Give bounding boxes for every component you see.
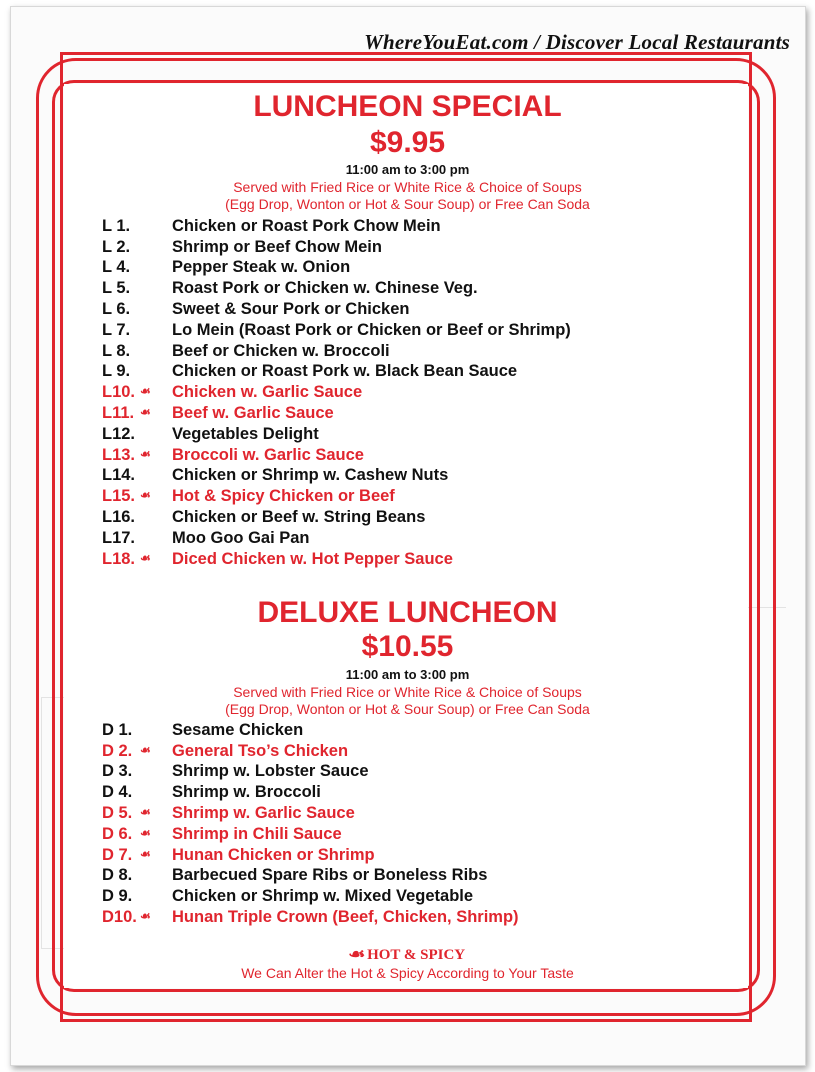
menu-item-name: Moo Goo Gai Pan (172, 528, 310, 547)
menu-item (102, 320, 571, 341)
menu-item-code: D 7. ☙ (102, 845, 151, 864)
menu-item-name: Barbecued Spare Ribs or Boneless Ribs (172, 866, 488, 885)
menu-item (102, 445, 571, 466)
menu-item-name: Roast Pork or Chicken w. Chinese Veg. (172, 279, 478, 298)
luncheon-special-hours: 11:00 am to 3:00 pm (345, 162, 470, 177)
menu-item (102, 824, 519, 845)
menu-item-code: D 6. ☙ (102, 824, 151, 843)
watermark-text: WhereYouEat.com / Discover Local Restaurants (364, 30, 790, 54)
deluxe-luncheon-price: $10.55 (361, 630, 454, 663)
menu-item-code: D 8. (102, 866, 133, 885)
menu-item-name: Chicken w. Garlic Sauce (172, 383, 363, 402)
deluxe-luncheon-hours: 11:00 am to 3:00 pm (345, 667, 470, 682)
menu-item (102, 258, 571, 279)
luncheon-special-served-line-2: (Egg Drop, Wonton or Hot & Sour Soup) or Free Can Soda (225, 196, 590, 212)
menu-item-code: L12. (102, 424, 136, 443)
menu-item (102, 237, 571, 258)
hot-spicy-note: We Can Alter the Hot & Spicy According to Your Taste (241, 965, 574, 981)
menu-item (102, 803, 519, 824)
menu-item-code: L17. (102, 528, 136, 547)
menu-item-name: Chicken or Roast Pork w. Black Bean Sauce (172, 362, 518, 381)
hot-pepper-icon: ☙ (140, 846, 151, 861)
menu-item (102, 341, 571, 362)
menu-item (102, 528, 571, 549)
luncheon-special-title: LUNCHEON SPECIAL (253, 90, 562, 123)
hot-pepper-icon: ☙ (140, 742, 151, 757)
hot-pepper-icon: ☙ (140, 384, 151, 399)
luncheon-special-items (102, 216, 571, 570)
menu-item (102, 299, 571, 320)
menu-item-name: General Tso’s Chicken (172, 741, 349, 760)
menu-item-name: Shrimp w. Lobster Sauce (172, 762, 369, 781)
menu-item-code: D 9. (102, 887, 133, 906)
menu-item (102, 549, 571, 570)
menu-item (102, 720, 519, 741)
hot-pepper-icon: ☙ (140, 488, 151, 503)
menu-item-name: Chicken or Beef w. String Beans (172, 508, 426, 527)
hot-pepper-icon: ☙ (140, 405, 151, 420)
menu-item-name: Chicken or Shrimp w. Mixed Vegetable (172, 887, 474, 906)
menu-item-name: Beef or Chicken w. Broccoli (172, 341, 390, 360)
menu-item-code: L 2. (102, 237, 131, 256)
menu-item-code: L 4. (102, 258, 131, 277)
hot-pepper-icon: ☙ (140, 909, 151, 924)
hot-pepper-icon: ☙ (140, 805, 151, 820)
menu-item-name: Vegetables Delight (172, 424, 319, 443)
menu-item-name: Chicken or Shrimp w. Cashew Nuts (172, 466, 449, 485)
luncheon-special-price: $9.95 (369, 126, 446, 159)
menu-item (102, 782, 519, 803)
deluxe-luncheon-title: DELUXE LUNCHEON (257, 596, 558, 629)
menu-item-code: L14. (102, 466, 136, 485)
menu-item (102, 486, 571, 507)
menu-item-code: D 4. (102, 783, 133, 802)
menu-item-name: Hunan Triple Crown (Beef, Chicken, Shrimp) (172, 908, 519, 927)
menu-item-name: Chicken or Roast Pork Chow Mein (172, 216, 441, 235)
menu-item-code: L13. ☙ (102, 445, 151, 464)
hot-pepper-icon: ☙ (140, 550, 151, 565)
menu-item-code: L 1. (102, 216, 131, 235)
menu-item-name: Sesame Chicken (172, 720, 304, 739)
menu-item-name: Lo Mein (Roast Pork or Chicken or Beef or Shrimp) (172, 320, 571, 339)
hot-pepper-icon: ☙ (140, 446, 151, 461)
menu-item-name: Shrimp w. Broccoli (172, 783, 321, 802)
menu-item-code: L10. ☙ (102, 383, 151, 402)
hot-spicy-legend (0, 945, 815, 964)
deluxe-luncheon-items (102, 720, 519, 928)
menu-item-code: L 9. (102, 362, 131, 381)
menu-item (102, 507, 571, 528)
menu-item-name: Sweet & Sour Pork or Chicken (172, 300, 410, 319)
menu-item-code: D 2. ☙ (102, 741, 151, 760)
menu-item-code: L 7. (102, 320, 131, 339)
menu-item-name: Hot & Spicy Chicken or Beef (172, 487, 395, 506)
hot-pepper-icon: ☙ (347, 947, 366, 963)
menu-item-code: L15. ☙ (102, 487, 151, 506)
menu-item-code: L18. ☙ (102, 549, 151, 568)
menu-item (102, 741, 519, 762)
menu-item (102, 216, 571, 237)
menu-item-name: Broccoli w. Garlic Sauce (172, 445, 364, 464)
menu-item-code: D 1. (102, 720, 133, 739)
hot-spicy-legend-label: HOT & SPICY (367, 947, 466, 963)
menu-item (102, 886, 519, 907)
menu-item-code: L 6. (102, 300, 131, 319)
menu-item-name: Shrimp w. Garlic Sauce (172, 804, 355, 823)
menu-item-name: Pepper Steak w. Onion (172, 258, 351, 277)
menu-item-code: D 5. ☙ (102, 804, 151, 823)
deluxe-luncheon-served-line-1: Served with Fried Rice or White Rice & Choice of Soups (233, 684, 582, 700)
menu-item-code: L 5. (102, 279, 131, 298)
menu-item-name: Diced Chicken w. Hot Pepper Sauce (172, 549, 453, 568)
menu-item-name: Hunan Chicken or Shrimp (172, 845, 375, 864)
menu-item-code: L11. ☙ (102, 404, 151, 423)
menu-item (102, 382, 571, 403)
menu-item (102, 424, 571, 445)
menu-item-name: Shrimp in Chili Sauce (172, 824, 342, 843)
hot-pepper-icon: ☙ (140, 825, 151, 840)
menu-item (102, 278, 571, 299)
menu-item (102, 466, 571, 487)
menu-item-code: D 3. (102, 762, 133, 781)
menu-item-name: Shrimp or Beef Chow Mein (172, 237, 382, 256)
menu-item (102, 762, 519, 783)
luncheon-special-served-line-1: Served with Fried Rice or White Rice & Choice of Soups (233, 179, 582, 195)
menu-item-code: D10. ☙ (102, 908, 151, 927)
menu-item (102, 845, 519, 866)
menu-item (102, 866, 519, 887)
menu-item-code: L 8. (102, 341, 131, 360)
menu-item (102, 362, 571, 383)
menu-item-code: L16. (102, 508, 136, 527)
menu-item (102, 403, 571, 424)
deluxe-luncheon-served-line-2: (Egg Drop, Wonton or Hot & Sour Soup) or Free Can Soda (225, 701, 590, 717)
menu-item (102, 907, 519, 928)
menu-item-name: Beef w. Garlic Sauce (172, 404, 334, 423)
